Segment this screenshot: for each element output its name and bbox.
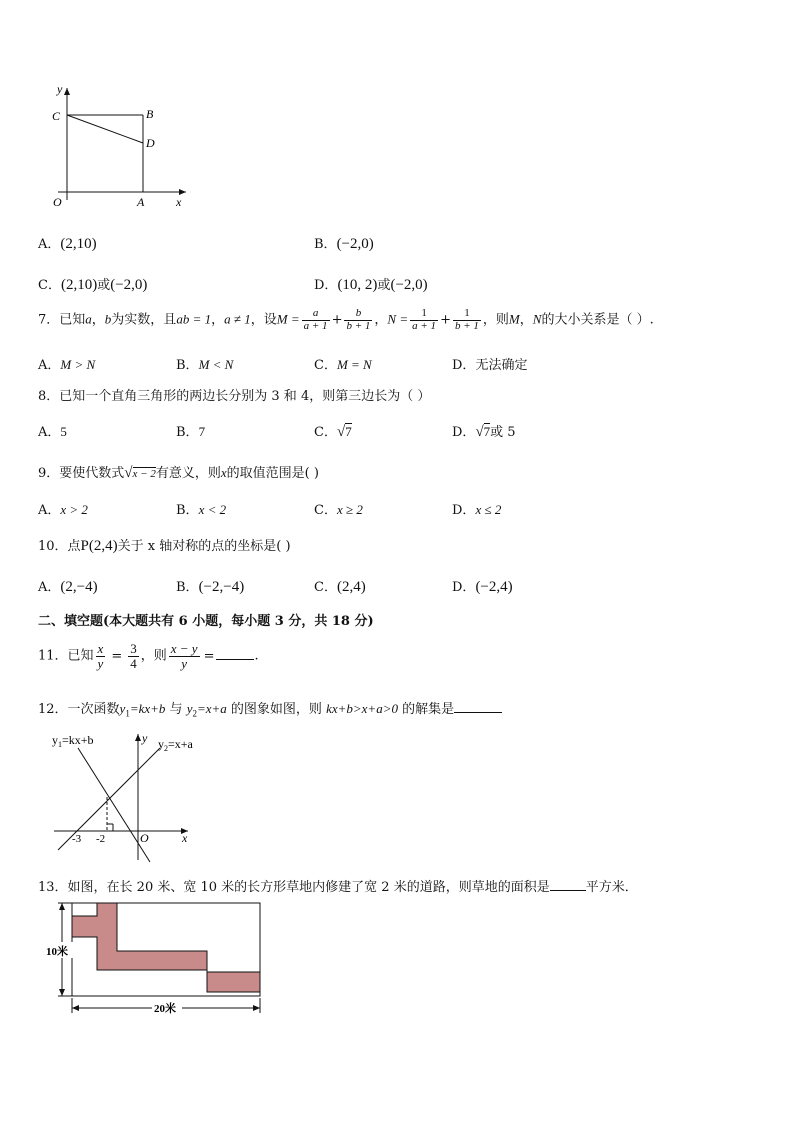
expr-rhs: =x+a (196, 701, 227, 716)
text: 7．已知 (38, 312, 86, 328)
q9-option-d[interactable] (452, 499, 501, 518)
option-letter: A． (38, 503, 61, 518)
q8-option-d[interactable] (452, 421, 516, 441)
denominator: y (97, 655, 104, 671)
q13-stem (38, 876, 638, 895)
option-value: x ≥ 2 (336, 502, 363, 517)
or-text: 或 (377, 278, 391, 293)
text: 11．已知 (38, 648, 94, 664)
y1-label: $y_1=kx+b$ (52, 733, 94, 749)
coordinate-figure-1 (48, 80, 198, 212)
var-b: b (104, 311, 112, 327)
fraction-x-minus-y-over-y (169, 642, 200, 670)
option-letter: C． (314, 580, 337, 595)
option-letter: A． (38, 237, 61, 252)
answer-blank[interactable] (550, 890, 586, 891)
text: ， (211, 312, 225, 328)
segment-CD (67, 115, 143, 143)
option-letter: C． (314, 425, 337, 440)
width-label: 20米 (154, 1003, 176, 1015)
height-label: 10米 (46, 946, 68, 958)
option-letter: C． (314, 358, 337, 373)
option-letter: C． (314, 503, 337, 518)
q7-option-c[interactable] (314, 354, 372, 373)
denominator: b + 1 (454, 319, 479, 332)
numerator: b (344, 308, 372, 321)
q9-stem (38, 462, 319, 482)
option-value: x > 2 (60, 502, 88, 517)
y-axis-arrow (64, 88, 70, 95)
option-value: (−2,4) (475, 579, 513, 595)
sqrt-sign: √ (475, 424, 484, 440)
dimension-arrow (72, 1005, 79, 1011)
numerator: 3 (130, 641, 137, 656)
option-value-2: (−2,0) (110, 277, 148, 293)
text: ， (91, 312, 105, 328)
option-value: (−2,−4) (198, 579, 245, 595)
q13-field-figure (42, 896, 270, 1016)
tick-label-neg3: -3 (72, 833, 82, 845)
q9-option-c[interactable] (314, 499, 363, 518)
text: ， (374, 312, 388, 328)
q10-option-b[interactable] (176, 576, 244, 596)
option-value: x < 2 (198, 502, 227, 517)
section-title: 二、填空题(本大题共有 6 小题，每小题 3 分，共 18 分) (38, 614, 374, 629)
text: 平方米． (585, 880, 638, 895)
y2-label: $y_2=x+a$ (158, 737, 193, 753)
denominator: y (181, 655, 188, 671)
option-value-1: (10, 2) (337, 277, 378, 293)
answer-blank[interactable] (454, 712, 502, 713)
var-x: x (220, 465, 227, 480)
denominator: a + 1 (303, 319, 328, 332)
text: 10．点 (38, 539, 81, 554)
point-B-label: B (146, 107, 154, 121)
q10-option-d[interactable] (452, 576, 513, 596)
var-M: M (508, 311, 520, 327)
denominator: 4 (130, 655, 137, 671)
equals-sign: = (203, 648, 215, 664)
text: . (254, 648, 259, 664)
option-letter: D． (452, 503, 476, 518)
text: ，则 (140, 648, 167, 664)
y-axis-label: y (142, 731, 148, 745)
denominator: a + 1 (412, 319, 437, 332)
point-C-label: C (52, 109, 61, 123)
expr-ab-eq-1: ab = 1 (176, 311, 212, 327)
subscript: 1 (125, 708, 130, 719)
expr-M-eq: M = (276, 311, 300, 327)
numerator: x − y (170, 641, 198, 656)
fraction-a-over-a-plus-1 (302, 308, 330, 332)
fraction-1-over-a-plus-1 (410, 308, 438, 332)
option-value: M > N (60, 357, 96, 372)
fraction-3-over-4 (128, 642, 139, 670)
q9-option-a[interactable] (38, 499, 88, 518)
var-y: y (119, 701, 126, 716)
sqrt-sign: √ (124, 465, 133, 481)
option-value: (−2,0) (336, 236, 374, 252)
q12-graph (50, 728, 200, 866)
plus-sign: + (440, 312, 451, 328)
tick-label-neg2: -2 (96, 833, 106, 845)
option-letter: B． (176, 425, 199, 440)
option-letter: B． (176, 358, 199, 373)
dimension-arrow (59, 989, 65, 996)
option-value: (2,10) (60, 236, 97, 252)
option-letter: A． (38, 358, 61, 373)
q7-option-d[interactable] (452, 354, 527, 373)
radicand: 7 (345, 424, 352, 439)
y-axis-arrow (135, 734, 141, 741)
equals-sign: = (111, 648, 123, 664)
q10-stem (38, 535, 291, 555)
expr-a-neq-1: a ≠ 1 (224, 311, 251, 327)
numerator: 1 (453, 308, 481, 321)
text: 与 (165, 702, 187, 717)
option-value: x ≤ 2 (475, 502, 502, 517)
q6-option-b[interactable] (314, 233, 374, 253)
text: 的大小关系是（ ）. (541, 312, 654, 328)
x-axis-label: x (176, 195, 182, 209)
subscript: 2 (192, 708, 197, 719)
option-value: 7 (198, 424, 206, 439)
or-text: 或 (97, 278, 111, 293)
text: 的解集是 (397, 702, 455, 717)
y-axis-label: y (57, 82, 63, 96)
q9-option-b[interactable] (176, 499, 226, 518)
origin-label: O (140, 831, 149, 845)
radicand: x − 2 (132, 468, 156, 480)
option-letter: A． (38, 425, 61, 440)
q8-option-a[interactable] (38, 421, 67, 440)
text: 为实数，且 (111, 312, 177, 328)
option-value-1: (2,10) (60, 277, 98, 293)
fraction-b-over-b-plus-1 (344, 308, 372, 332)
option-value: M < N (198, 357, 234, 372)
text: 13．如图，在长 20 米、宽 10 米的长方形草地内修建了宽 2 米的道路，则草地的面积是 (38, 880, 550, 895)
var-N: N (532, 311, 542, 327)
plus-sign: + (331, 312, 343, 328)
option-value: (2,−4) (60, 579, 98, 595)
option-letter: D． (452, 358, 476, 373)
expr-rhs: =kx+b (129, 701, 166, 716)
q12-stem (38, 698, 502, 719)
text: 的取值范围是( ) (226, 466, 319, 481)
numerator: x (97, 641, 104, 656)
text: 9．要使代数式 (38, 466, 125, 481)
q6-option-a[interactable] (38, 233, 97, 253)
q6-option-d[interactable] (314, 274, 428, 294)
option-value-2: (−2,0) (390, 277, 428, 293)
fraction-1-over-b-plus-1 (453, 308, 481, 332)
q10-option-c[interactable] (314, 576, 366, 596)
option-letter: D． (452, 425, 476, 440)
sqrt-sign: √ (336, 424, 346, 440)
q11-stem (38, 642, 259, 670)
text: 关于 x 轴对称的点的坐标是( ) (117, 539, 291, 554)
text: ，设 (250, 312, 277, 328)
q7-option-b[interactable] (176, 354, 233, 373)
fraction-x-over-y (96, 642, 106, 670)
q7-option-a[interactable] (38, 354, 95, 373)
option-letter: D． (452, 580, 476, 595)
option-letter: B． (176, 503, 199, 518)
point-D-label: D (146, 136, 155, 150)
option-value: (2,4) (336, 579, 366, 595)
option-value: 5 (60, 424, 67, 439)
option-letter: B． (176, 580, 199, 595)
dimension-arrow (59, 903, 65, 910)
numerator: 1 (410, 308, 438, 321)
text: 12．一次函数 (38, 702, 120, 717)
var-a: a (85, 311, 92, 327)
option-letter: D． (314, 278, 338, 293)
option-tail: 或 5 (490, 425, 516, 440)
answer-blank[interactable] (216, 659, 254, 660)
text: 的图象如图，则 (226, 702, 327, 717)
inequality: kx+b>x+a>0 (326, 701, 398, 716)
q7-stem (38, 308, 654, 332)
dimension-arrow (253, 1005, 260, 1011)
point-A-label: A (137, 195, 145, 209)
q10-option-a[interactable] (38, 576, 98, 596)
var-y: y (186, 701, 193, 716)
radicand: 7 (483, 424, 491, 439)
q6-option-c[interactable] (38, 274, 147, 294)
x-axis-label: x (182, 831, 188, 845)
option-value: M = N (336, 357, 372, 372)
option-letter: C． (38, 278, 61, 293)
text: 有意义，则 (155, 466, 221, 481)
expr-N-eq: N = (387, 311, 409, 327)
option-letter: B． (314, 237, 337, 252)
q8-option-b[interactable] (176, 421, 205, 440)
denominator: b + 1 (346, 319, 371, 332)
text: ，则 (482, 312, 509, 328)
q8-option-c[interactable] (314, 421, 352, 441)
point-P: P(2,4) (80, 538, 118, 554)
origin-O-label: O (53, 195, 62, 209)
text: ， (519, 312, 533, 328)
q8-stem: 8．已知一个直角三角形的两边长分别为 3 和 4，则第三边长为（ ） (38, 389, 431, 404)
option-letter: A． (38, 580, 61, 595)
numerator: a (302, 308, 330, 321)
option-value: 无法确定 (475, 358, 528, 373)
